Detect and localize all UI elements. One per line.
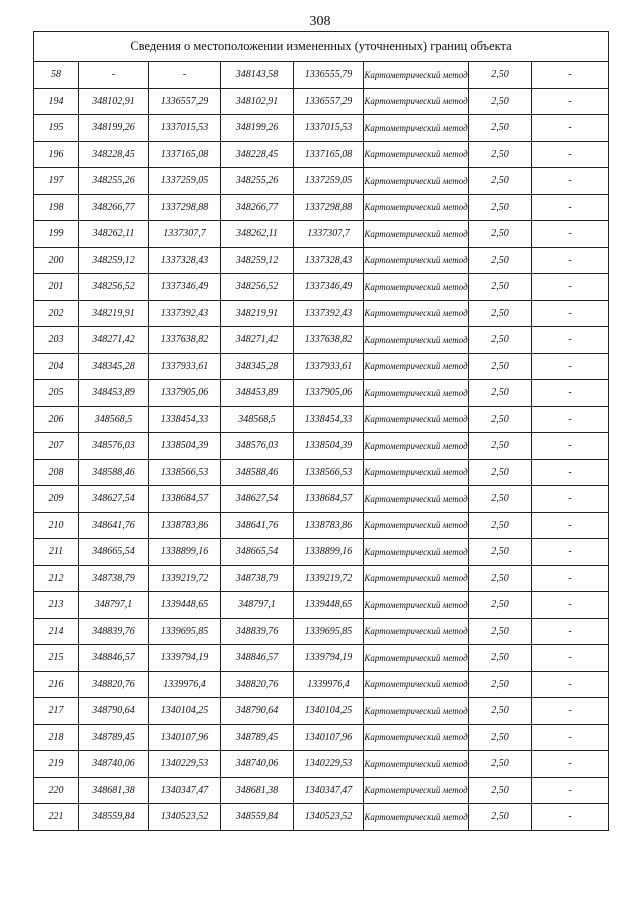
x-existing-cell: 348681,38 bbox=[79, 777, 149, 804]
method-cell: Картометрический метод bbox=[364, 751, 469, 778]
method-cell: Картометрический метод bbox=[364, 645, 469, 672]
table-row bbox=[34, 221, 609, 248]
precision-cell: 2,50 bbox=[469, 353, 532, 380]
x-existing-cell: 348797,1 bbox=[79, 592, 149, 619]
y-updated-cell: 1337638,82 bbox=[294, 327, 364, 354]
table-row bbox=[34, 459, 609, 486]
table-row bbox=[34, 777, 609, 804]
y-existing-cell: 1337259,05 bbox=[149, 168, 221, 195]
y-updated-cell: 1337392,43 bbox=[294, 300, 364, 327]
precision-cell: 2,50 bbox=[469, 645, 532, 672]
method-cell: Картометрический метод bbox=[364, 194, 469, 221]
table-row bbox=[34, 141, 609, 168]
y-updated-cell: 1337259,05 bbox=[294, 168, 364, 195]
note-cell: - bbox=[532, 698, 609, 725]
y-updated-cell: 1338504,39 bbox=[294, 433, 364, 460]
x-updated-cell: 348568,5 bbox=[221, 406, 294, 433]
x-updated-cell: 348256,52 bbox=[221, 274, 294, 301]
x-existing-cell: 348568,5 bbox=[79, 406, 149, 433]
note-cell: - bbox=[532, 777, 609, 804]
table-row bbox=[34, 539, 609, 566]
point-number-cell: 198 bbox=[34, 194, 79, 221]
x-existing-cell: 348641,76 bbox=[79, 512, 149, 539]
x-updated-cell: 348588,46 bbox=[221, 459, 294, 486]
x-existing-cell: 348266,77 bbox=[79, 194, 149, 221]
precision-cell: 2,50 bbox=[469, 300, 532, 327]
method-cell: Картометрический метод bbox=[364, 406, 469, 433]
x-updated-cell: 348143,58 bbox=[221, 62, 294, 89]
precision-cell: 2,50 bbox=[469, 486, 532, 513]
table-row bbox=[34, 724, 609, 751]
y-updated-cell: 1340523,52 bbox=[294, 804, 364, 831]
note-cell: - bbox=[532, 671, 609, 698]
point-number-cell: 220 bbox=[34, 777, 79, 804]
y-existing-cell: 1337307,7 bbox=[149, 221, 221, 248]
x-existing-cell: - bbox=[79, 62, 149, 89]
x-updated-cell: 348199,26 bbox=[221, 115, 294, 142]
y-updated-cell: 1340107,96 bbox=[294, 724, 364, 751]
x-existing-cell: 348738,79 bbox=[79, 565, 149, 592]
precision-cell: 2,50 bbox=[469, 592, 532, 619]
note-cell: - bbox=[532, 645, 609, 672]
y-updated-cell: 1337165,08 bbox=[294, 141, 364, 168]
precision-cell: 2,50 bbox=[469, 618, 532, 645]
note-cell: - bbox=[532, 194, 609, 221]
y-existing-cell: 1338783,86 bbox=[149, 512, 221, 539]
precision-cell: 2,50 bbox=[469, 433, 532, 460]
note-cell: - bbox=[532, 62, 609, 89]
table-row bbox=[34, 115, 609, 142]
table-row bbox=[34, 512, 609, 539]
x-existing-cell: 348259,12 bbox=[79, 247, 149, 274]
y-existing-cell: 1340523,52 bbox=[149, 804, 221, 831]
table-row bbox=[34, 327, 609, 354]
note-cell: - bbox=[532, 592, 609, 619]
y-existing-cell: 1340347,47 bbox=[149, 777, 221, 804]
precision-cell: 2,50 bbox=[469, 671, 532, 698]
note-cell: - bbox=[532, 539, 609, 566]
precision-cell: 2,50 bbox=[469, 539, 532, 566]
y-updated-cell: 1340104,25 bbox=[294, 698, 364, 725]
method-cell: Картометрический метод bbox=[364, 592, 469, 619]
point-number-cell: 218 bbox=[34, 724, 79, 751]
x-updated-cell: 348681,38 bbox=[221, 777, 294, 804]
y-existing-cell: 1340104,25 bbox=[149, 698, 221, 725]
method-cell: Картометрический метод bbox=[364, 724, 469, 751]
y-existing-cell: 1338566,53 bbox=[149, 459, 221, 486]
y-existing-cell: 1337392,43 bbox=[149, 300, 221, 327]
precision-cell: 2,50 bbox=[469, 777, 532, 804]
y-existing-cell: 1338504,39 bbox=[149, 433, 221, 460]
y-updated-cell: 1340347,47 bbox=[294, 777, 364, 804]
table-row bbox=[34, 671, 609, 698]
point-number-cell: 219 bbox=[34, 751, 79, 778]
note-cell: - bbox=[532, 486, 609, 513]
x-existing-cell: 348665,54 bbox=[79, 539, 149, 566]
note-cell: - bbox=[532, 406, 609, 433]
note-cell: - bbox=[532, 88, 609, 115]
point-number-cell: 206 bbox=[34, 406, 79, 433]
precision-cell: 2,50 bbox=[469, 221, 532, 248]
note-cell: - bbox=[532, 300, 609, 327]
x-existing-cell: 348846,57 bbox=[79, 645, 149, 672]
table-row bbox=[34, 62, 609, 89]
x-updated-cell: 348102,91 bbox=[221, 88, 294, 115]
point-number-cell: 207 bbox=[34, 433, 79, 460]
x-updated-cell: 348789,45 bbox=[221, 724, 294, 751]
y-existing-cell: 1337328,43 bbox=[149, 247, 221, 274]
note-cell: - bbox=[532, 247, 609, 274]
y-updated-cell: 1337328,43 bbox=[294, 247, 364, 274]
x-existing-cell: 348199,26 bbox=[79, 115, 149, 142]
y-existing-cell: - bbox=[149, 62, 221, 89]
precision-cell: 2,50 bbox=[469, 804, 532, 831]
method-cell: Картометрический метод bbox=[364, 804, 469, 831]
point-number-cell: 215 bbox=[34, 645, 79, 672]
y-existing-cell: 1337638,82 bbox=[149, 327, 221, 354]
y-updated-cell: 1336555,79 bbox=[294, 62, 364, 89]
y-existing-cell: 1337298,88 bbox=[149, 194, 221, 221]
x-updated-cell: 348820,76 bbox=[221, 671, 294, 698]
x-updated-cell: 348740,06 bbox=[221, 751, 294, 778]
point-number-cell: 196 bbox=[34, 141, 79, 168]
note-cell: - bbox=[532, 115, 609, 142]
precision-cell: 2,50 bbox=[469, 194, 532, 221]
table-row bbox=[34, 274, 609, 301]
y-updated-cell: 1339794,19 bbox=[294, 645, 364, 672]
y-existing-cell: 1338899,16 bbox=[149, 539, 221, 566]
y-existing-cell: 1340229,53 bbox=[149, 751, 221, 778]
method-cell: Картометрический метод bbox=[364, 327, 469, 354]
y-updated-cell: 1337307,7 bbox=[294, 221, 364, 248]
method-cell: Картометрический метод bbox=[364, 62, 469, 89]
point-number-cell: 58 bbox=[34, 62, 79, 89]
y-existing-cell: 1337905,06 bbox=[149, 380, 221, 407]
note-cell: - bbox=[532, 804, 609, 831]
point-number-cell: 221 bbox=[34, 804, 79, 831]
y-updated-cell: 1339448,65 bbox=[294, 592, 364, 619]
x-updated-cell: 348790,64 bbox=[221, 698, 294, 725]
method-cell: Картометрический метод bbox=[364, 671, 469, 698]
note-cell: - bbox=[532, 459, 609, 486]
method-cell: Картометрический метод bbox=[364, 221, 469, 248]
table-title-row bbox=[34, 32, 609, 62]
y-updated-cell: 1337298,88 bbox=[294, 194, 364, 221]
x-updated-cell: 348266,77 bbox=[221, 194, 294, 221]
point-number-cell: 203 bbox=[34, 327, 79, 354]
x-existing-cell: 348453,89 bbox=[79, 380, 149, 407]
y-updated-cell: 1338899,16 bbox=[294, 539, 364, 566]
table-row bbox=[34, 433, 609, 460]
x-updated-cell: 348559,84 bbox=[221, 804, 294, 831]
point-number-cell: 197 bbox=[34, 168, 79, 195]
method-cell: Картометрический метод bbox=[364, 141, 469, 168]
precision-cell: 2,50 bbox=[469, 88, 532, 115]
note-cell: - bbox=[532, 327, 609, 354]
table-row bbox=[34, 380, 609, 407]
point-number-cell: 200 bbox=[34, 247, 79, 274]
y-updated-cell: 1338454,33 bbox=[294, 406, 364, 433]
table-row bbox=[34, 751, 609, 778]
y-existing-cell: 1337165,08 bbox=[149, 141, 221, 168]
method-cell: Картометрический метод bbox=[364, 433, 469, 460]
point-number-cell: 214 bbox=[34, 618, 79, 645]
method-cell: Картометрический метод bbox=[364, 565, 469, 592]
precision-cell: 2,50 bbox=[469, 565, 532, 592]
page-number: 308 bbox=[309, 14, 331, 29]
x-existing-cell: 348839,76 bbox=[79, 618, 149, 645]
point-number-cell: 217 bbox=[34, 698, 79, 725]
method-cell: Картометрический метод bbox=[364, 274, 469, 301]
table-row bbox=[34, 592, 609, 619]
method-cell: Картометрический метод bbox=[364, 168, 469, 195]
y-existing-cell: 1339794,19 bbox=[149, 645, 221, 672]
y-updated-cell: 1338566,53 bbox=[294, 459, 364, 486]
note-cell: - bbox=[532, 141, 609, 168]
table-row bbox=[34, 247, 609, 274]
x-updated-cell: 348345,28 bbox=[221, 353, 294, 380]
method-cell: Картометрический метод bbox=[364, 115, 469, 142]
x-updated-cell: 348453,89 bbox=[221, 380, 294, 407]
y-updated-cell: 1337933,61 bbox=[294, 353, 364, 380]
x-existing-cell: 348102,91 bbox=[79, 88, 149, 115]
precision-cell: 2,50 bbox=[469, 380, 532, 407]
table-row bbox=[34, 194, 609, 221]
precision-cell: 2,50 bbox=[469, 724, 532, 751]
y-existing-cell: 1336557,29 bbox=[149, 88, 221, 115]
point-number-cell: 199 bbox=[34, 221, 79, 248]
y-updated-cell: 1338783,86 bbox=[294, 512, 364, 539]
x-updated-cell: 348271,42 bbox=[221, 327, 294, 354]
y-updated-cell: 1337015,53 bbox=[294, 115, 364, 142]
note-cell: - bbox=[532, 274, 609, 301]
precision-cell: 2,50 bbox=[469, 168, 532, 195]
x-existing-cell: 348345,28 bbox=[79, 353, 149, 380]
point-number-cell: 210 bbox=[34, 512, 79, 539]
table-row bbox=[34, 88, 609, 115]
table-row bbox=[34, 406, 609, 433]
x-existing-cell: 348789,45 bbox=[79, 724, 149, 751]
note-cell: - bbox=[532, 751, 609, 778]
method-cell: Картометрический метод bbox=[364, 698, 469, 725]
y-existing-cell: 1337015,53 bbox=[149, 115, 221, 142]
note-cell: - bbox=[532, 724, 609, 751]
method-cell: Картометрический метод bbox=[364, 486, 469, 513]
point-number-cell: 195 bbox=[34, 115, 79, 142]
y-updated-cell: 1336557,29 bbox=[294, 88, 364, 115]
y-updated-cell: 1337346,49 bbox=[294, 274, 364, 301]
x-updated-cell: 348641,76 bbox=[221, 512, 294, 539]
table-row bbox=[34, 486, 609, 513]
note-cell: - bbox=[532, 618, 609, 645]
x-existing-cell: 348219,91 bbox=[79, 300, 149, 327]
x-existing-cell: 348262,11 bbox=[79, 221, 149, 248]
x-updated-cell: 348797,1 bbox=[221, 592, 294, 619]
precision-cell: 2,50 bbox=[469, 459, 532, 486]
table-row bbox=[34, 804, 609, 831]
note-cell: - bbox=[532, 433, 609, 460]
precision-cell: 2,50 bbox=[469, 698, 532, 725]
x-existing-cell: 348740,06 bbox=[79, 751, 149, 778]
x-existing-cell: 348256,52 bbox=[79, 274, 149, 301]
y-existing-cell: 1338454,33 bbox=[149, 406, 221, 433]
y-existing-cell: 1339695,85 bbox=[149, 618, 221, 645]
x-existing-cell: 348790,64 bbox=[79, 698, 149, 725]
point-number-cell: 201 bbox=[34, 274, 79, 301]
point-number-cell: 204 bbox=[34, 353, 79, 380]
y-existing-cell: 1339219,72 bbox=[149, 565, 221, 592]
point-number-cell: 212 bbox=[34, 565, 79, 592]
point-number-cell: 216 bbox=[34, 671, 79, 698]
y-existing-cell: 1339448,65 bbox=[149, 592, 221, 619]
table-row bbox=[34, 565, 609, 592]
note-cell: - bbox=[532, 380, 609, 407]
x-existing-cell: 348271,42 bbox=[79, 327, 149, 354]
table-row bbox=[34, 300, 609, 327]
table-title: Сведения о местоположении измененных (уточненных) границ объекта bbox=[34, 32, 609, 62]
point-number-cell: 211 bbox=[34, 539, 79, 566]
precision-cell: 2,50 bbox=[469, 512, 532, 539]
precision-cell: 2,50 bbox=[469, 406, 532, 433]
point-number-cell: 194 bbox=[34, 88, 79, 115]
x-existing-cell: 348255,26 bbox=[79, 168, 149, 195]
point-number-cell: 205 bbox=[34, 380, 79, 407]
x-updated-cell: 348665,54 bbox=[221, 539, 294, 566]
method-cell: Картометрический метод bbox=[364, 618, 469, 645]
x-updated-cell: 348259,12 bbox=[221, 247, 294, 274]
boundary-table bbox=[33, 31, 609, 831]
method-cell: Картометрический метод bbox=[364, 88, 469, 115]
y-existing-cell: 1340107,96 bbox=[149, 724, 221, 751]
x-existing-cell: 348820,76 bbox=[79, 671, 149, 698]
x-existing-cell: 348627,54 bbox=[79, 486, 149, 513]
point-number-cell: 208 bbox=[34, 459, 79, 486]
precision-cell: 2,50 bbox=[469, 327, 532, 354]
method-cell: Картометрический метод bbox=[364, 380, 469, 407]
note-cell: - bbox=[532, 168, 609, 195]
x-updated-cell: 348228,45 bbox=[221, 141, 294, 168]
method-cell: Картометрический метод bbox=[364, 247, 469, 274]
method-cell: Картометрический метод bbox=[364, 459, 469, 486]
x-updated-cell: 348576,03 bbox=[221, 433, 294, 460]
y-updated-cell: 1338684,57 bbox=[294, 486, 364, 513]
y-updated-cell: 1339976,4 bbox=[294, 671, 364, 698]
precision-cell: 2,50 bbox=[469, 274, 532, 301]
y-existing-cell: 1338684,57 bbox=[149, 486, 221, 513]
note-cell: - bbox=[532, 221, 609, 248]
x-existing-cell: 348588,46 bbox=[79, 459, 149, 486]
precision-cell: 2,50 bbox=[469, 751, 532, 778]
table-row bbox=[34, 168, 609, 195]
y-existing-cell: 1339976,4 bbox=[149, 671, 221, 698]
precision-cell: 2,50 bbox=[469, 141, 532, 168]
method-cell: Картометрический метод bbox=[364, 512, 469, 539]
method-cell: Картометрический метод bbox=[364, 777, 469, 804]
y-updated-cell: 1339695,85 bbox=[294, 618, 364, 645]
x-existing-cell: 348228,45 bbox=[79, 141, 149, 168]
table-row bbox=[34, 618, 609, 645]
table-row bbox=[34, 698, 609, 725]
x-updated-cell: 348738,79 bbox=[221, 565, 294, 592]
y-updated-cell: 1337905,06 bbox=[294, 380, 364, 407]
x-existing-cell: 348559,84 bbox=[79, 804, 149, 831]
table-row bbox=[34, 353, 609, 380]
precision-cell: 2,50 bbox=[469, 62, 532, 89]
x-updated-cell: 348839,76 bbox=[221, 618, 294, 645]
y-existing-cell: 1337933,61 bbox=[149, 353, 221, 380]
x-existing-cell: 348576,03 bbox=[79, 433, 149, 460]
x-updated-cell: 348219,91 bbox=[221, 300, 294, 327]
note-cell: - bbox=[532, 512, 609, 539]
note-cell: - bbox=[532, 565, 609, 592]
x-updated-cell: 348255,26 bbox=[221, 168, 294, 195]
method-cell: Картометрический метод bbox=[364, 300, 469, 327]
precision-cell: 2,50 bbox=[469, 247, 532, 274]
y-updated-cell: 1339219,72 bbox=[294, 565, 364, 592]
precision-cell: 2,50 bbox=[469, 115, 532, 142]
point-number-cell: 213 bbox=[34, 592, 79, 619]
table-row bbox=[34, 645, 609, 672]
note-cell: - bbox=[532, 353, 609, 380]
method-cell: Картометрический метод bbox=[364, 353, 469, 380]
x-updated-cell: 348262,11 bbox=[221, 221, 294, 248]
y-updated-cell: 1340229,53 bbox=[294, 751, 364, 778]
x-updated-cell: 348846,57 bbox=[221, 645, 294, 672]
point-number-cell: 202 bbox=[34, 300, 79, 327]
x-updated-cell: 348627,54 bbox=[221, 486, 294, 513]
point-number-cell: 209 bbox=[34, 486, 79, 513]
method-cell: Картометрический метод bbox=[364, 539, 469, 566]
y-existing-cell: 1337346,49 bbox=[149, 274, 221, 301]
